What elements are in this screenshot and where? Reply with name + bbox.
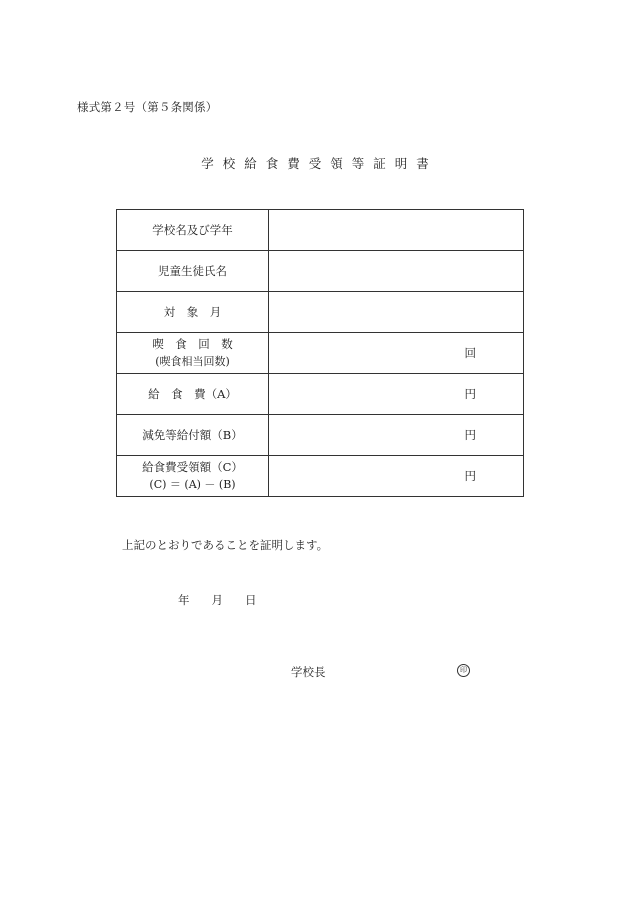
certification-statement: 上記のとおりであることを証明します。 — [122, 538, 329, 552]
row-label-school-grade: 学校名及び学年 — [117, 210, 269, 251]
table-row — [117, 415, 524, 456]
row-label-exemption: 減免等給付額（B） — [117, 415, 269, 456]
table-row — [117, 210, 524, 251]
date-year: 年 — [178, 593, 190, 607]
row-value-school-grade[interactable] — [269, 210, 524, 251]
row-value-target-month[interactable] — [269, 292, 524, 333]
row-value-meal-fee[interactable] — [269, 374, 524, 415]
table-row — [117, 292, 524, 333]
row-label-target-month: 対 象 月 — [117, 292, 269, 333]
unit-yen: 円 — [464, 387, 476, 401]
document-title: 学校給食費受領等証明書 — [201, 156, 438, 171]
table-row — [117, 333, 524, 374]
date-month: 月 — [211, 593, 223, 607]
received-amount-formula: (C) ＝ (A) － (B) — [149, 478, 236, 491]
date-line — [178, 592, 257, 608]
unit-yen: 円 — [464, 469, 476, 483]
row-value-student-name[interactable] — [269, 251, 524, 292]
row-value-meal-count[interactable] — [269, 333, 524, 374]
table-row — [117, 374, 524, 415]
table-row — [117, 456, 524, 497]
certificate-table — [116, 209, 524, 497]
received-amount-label: 給食費受領額（C） — [142, 460, 243, 474]
seal-mark: 印 — [457, 664, 470, 677]
row-label-meal-count — [117, 333, 269, 374]
row-value-received-amount[interactable] — [269, 456, 524, 497]
meal-count-sub-label: (喫食相当回数) — [155, 355, 230, 368]
principal-label: 学校長 — [291, 665, 326, 679]
unit-yen: 円 — [464, 428, 476, 442]
date-day: 日 — [245, 593, 257, 607]
row-label-received-amount — [117, 456, 269, 497]
unit-times: 回 — [464, 346, 476, 360]
row-value-exemption[interactable] — [269, 415, 524, 456]
row-label-student-name: 児童生徒氏名 — [117, 251, 269, 292]
form-number: 様式第２号（第５条関係） — [77, 100, 218, 114]
table-row — [117, 251, 524, 292]
row-label-meal-fee: 給 食 費（A） — [117, 374, 269, 415]
meal-count-label: 喫 食 回 数 — [152, 337, 233, 351]
